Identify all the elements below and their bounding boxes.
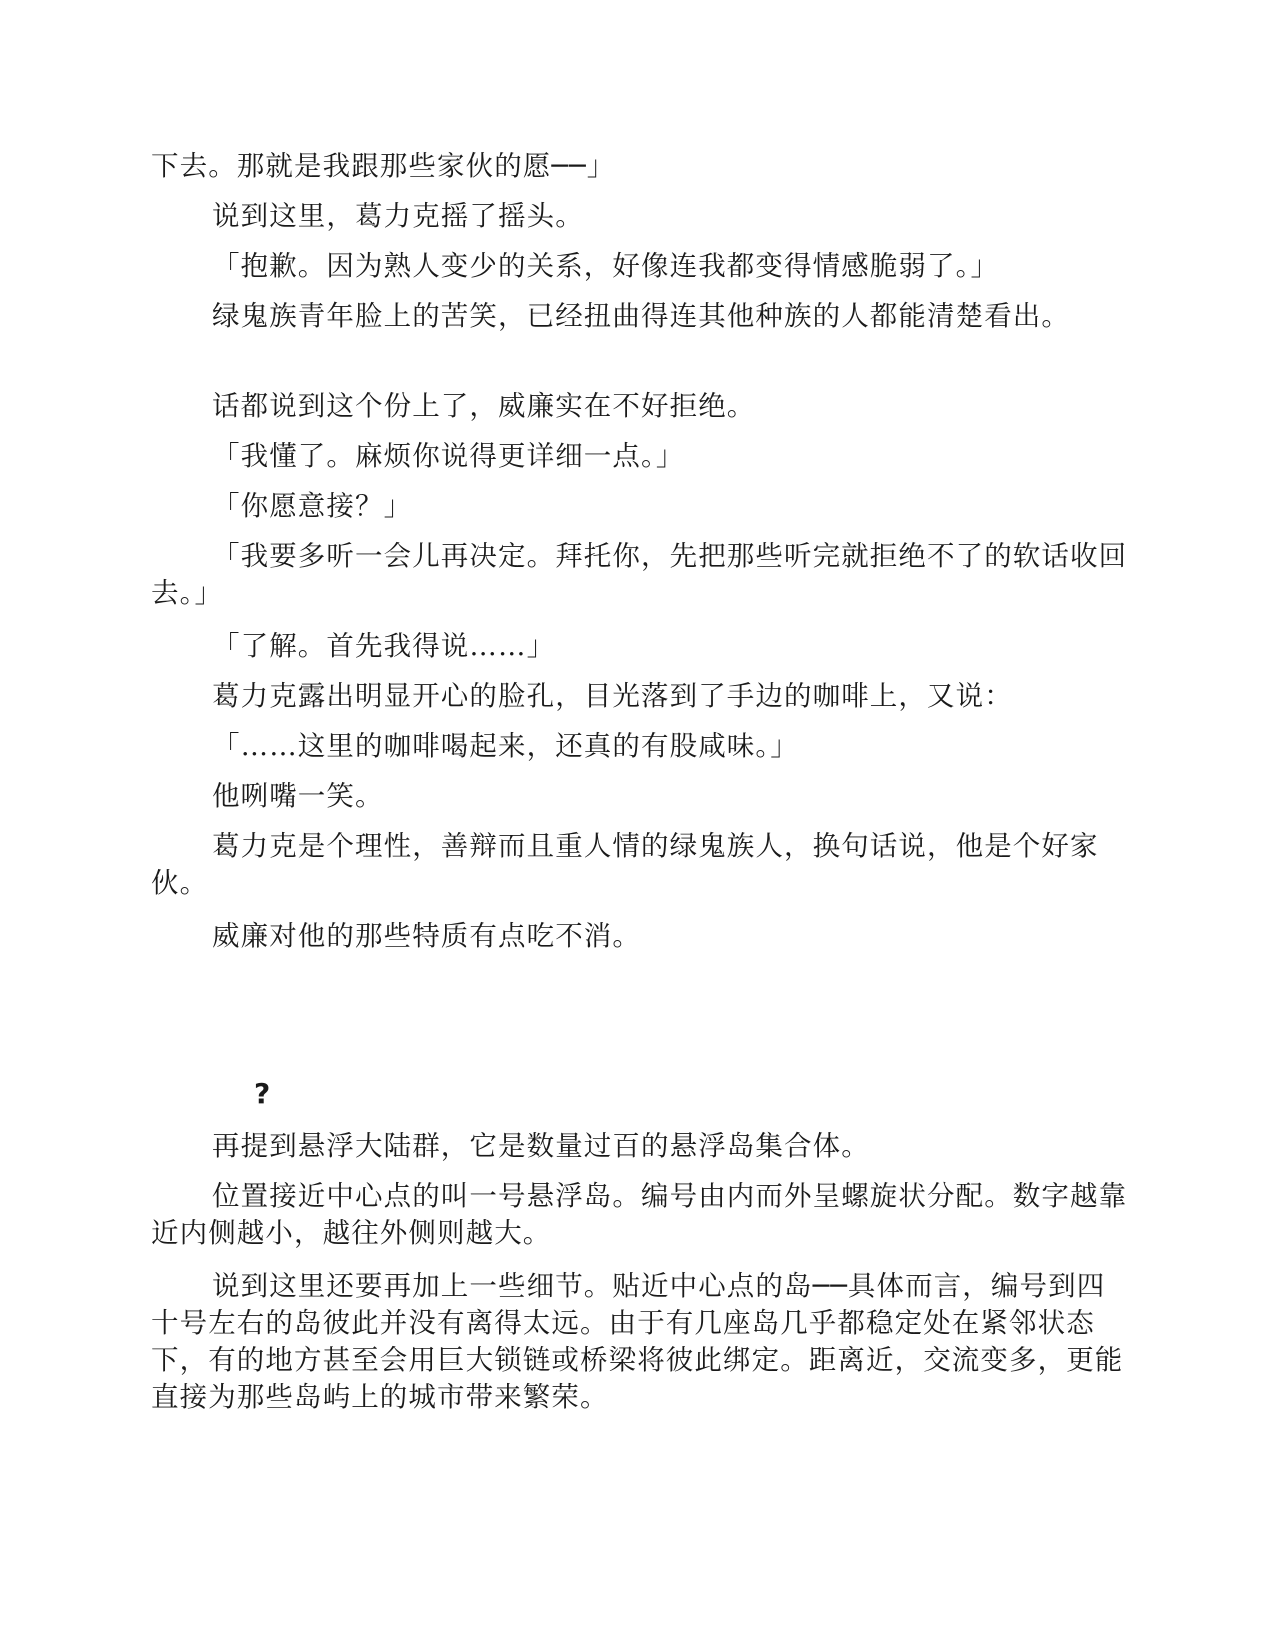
paragraph: 他咧嘴一笑。 <box>212 780 384 812</box>
paragraph: 位置接近中心点的叫一号悬浮岛。编号由内而外呈螺旋状分配。数字越靠近内侧越小，越往外侧则越大。 <box>151 1180 1128 1249</box>
paragraph-continuation: 下去。那就是我跟那些家伙的愿──」 <box>151 150 616 182</box>
dialogue-paragraph: 「你愿意接？」 <box>212 490 413 522</box>
paragraph: 绿鬼族青年脸上的苦笑，已经扭曲得连其他种族的人都能清楚看出。 <box>212 300 1070 332</box>
dialogue-paragraph: 「我要多听一会儿再决定。拜托你，先把那些听完就拒绝不了的软话收回去。」 <box>151 540 1128 609</box>
dialogue-paragraph: 「抱歉。因为熟人变少的关系，好像连我都变得情感脆弱了。」 <box>212 250 1000 282</box>
paragraph: 葛力克是个理性，善辩而且重人情的绿鬼族人，换句话说，他是个好家伙。 <box>151 830 1099 899</box>
paragraph: 说到这里，葛力克摇了摇头。 <box>212 200 584 232</box>
paragraph: 说到这里还要再加上一些细节。贴近中心点的岛──具体而言，编号到四十号左右的岛彼此并没有离得太远。由于有几座岛几乎都稳定处在紧邻状态下，有的地方甚至会用巨大锁链或桥梁将彼此绑定。距离近，交流变多，更能直接为那些岛屿上的城市带来繁荣。 <box>151 1270 1124 1413</box>
paragraph: 再提到悬浮大陆群，它是数量过百的悬浮岛集合体。 <box>212 1130 870 1162</box>
section-break-mark: ? <box>254 1077 271 1110</box>
paragraph: 葛力克露出明显开心的脸孔，目光落到了手边的咖啡上，又说： <box>212 680 1013 712</box>
dialogue-paragraph: 「我懂了。麻烦你说得更详细一点。」 <box>212 440 685 472</box>
dialogue-paragraph: 「了解。首先我得说……」 <box>212 630 556 662</box>
paragraph: 威廉对他的那些特质有点吃不消。 <box>212 920 641 952</box>
paragraph: 话都说到这个份上了，威廉实在不好拒绝。 <box>212 390 756 422</box>
dialogue-paragraph: 「……这里的咖啡喝起来，还真的有股咸味。」 <box>212 730 799 762</box>
